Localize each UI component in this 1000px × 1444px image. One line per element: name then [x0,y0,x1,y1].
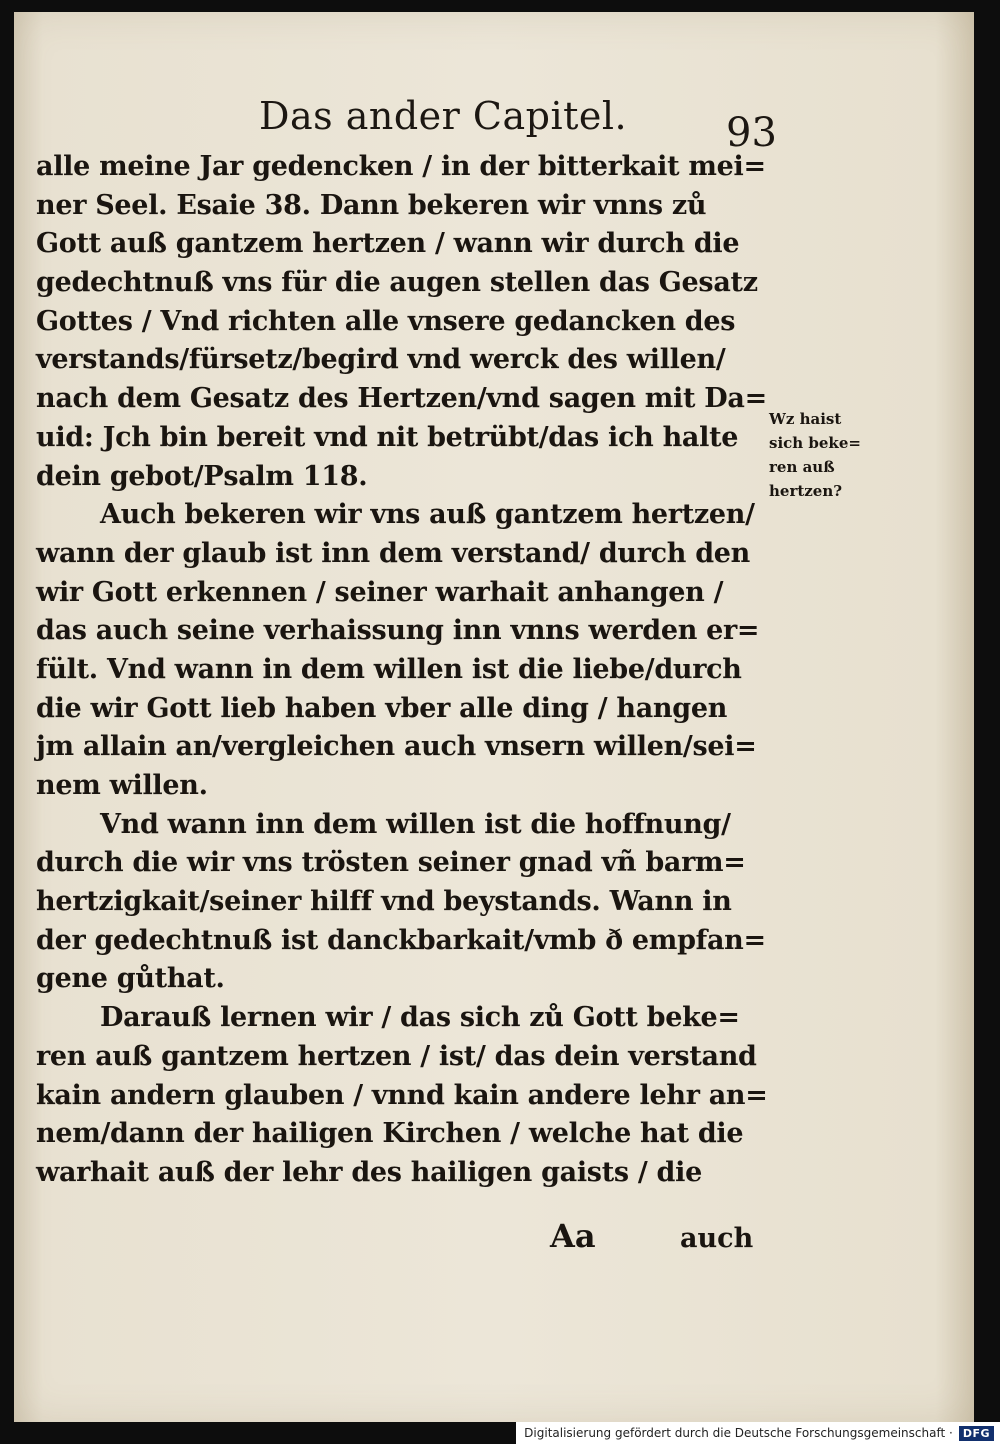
text-line: kain andern glauben / vnnd kain andere lehr an= [36,1079,768,1111]
text-line: ren auß gantzem hertzen / ist/ das dein verstand [36,1040,757,1072]
text-line: gedechtnuß vns für die augen stellen das Gesatz [36,267,758,299]
text-line: Gott auß gantzem hertzen / wann wir durch die [36,228,740,260]
text-line: wir Gott erkennen / seiner warhait anhangen / [36,576,724,608]
digitization-credit: Digitalisierung gefördert durch die Deutsche Forschungsgemeinschaft · [524,1426,953,1440]
marginal-note-line: sich beke= [769,434,861,452]
text-line: uid: Jch bin bereit vnd nit betrübt/das ich halte [36,421,739,453]
marginal-note-line: hertzen? [769,482,843,500]
text-line: warhait auß der lehr des hailigen gaists / die [36,1156,702,1188]
text-line: das auch seine verhaissung inn vnns werden er= [36,615,760,647]
digitization-credit-bar [516,1422,1000,1444]
running-head: Das ander Capitel. [259,94,628,138]
text-line: nem/dann der hailigen Kirchen / welche hat die [36,1118,744,1150]
text-line: verstands/fürsetz/begird vnd werck des willen/ [36,344,726,376]
marginal-note-line: ren auß [769,458,835,476]
page-footer-line [14,1217,974,1261]
marginal-note-line: Wz haist [769,410,842,428]
text-line: jm allain an/vergleichen auch vnsern willen/sei= [36,731,757,763]
text-line: Gottes / Vnd richten alle vnsere gedancken des [36,305,736,337]
text-line: wann der glaub ist inn dem verstand/ durch den [36,537,751,569]
dfg-logo: DFG [959,1426,994,1441]
text-line: fült. Vnd wann in dem willen ist die liebe/durch [36,653,742,685]
paragraph-start-line: Darauß lernen wir / das sich zů Gott beke= [100,1002,740,1034]
text-line: dein gebot/Psalm 118. [36,460,368,492]
page-number: 93 [726,110,777,156]
text-line: der gedechtnuß ist danckbarkait/vmb ð empfan= [36,924,766,956]
body-text [36,148,796,1193]
signature-mark: Aa [550,1217,596,1255]
text-line: hertzigkait/seiner hilff vnd beystands. Wann in [36,886,732,918]
text-line: nach dem Gesatz des Hertzen/vnd sagen mit Da= [36,383,767,415]
book-page [14,12,974,1422]
text-line: durch die wir vns trösten seiner gnad vñ barm= [36,847,746,879]
paragraph-start-line: Vnd wann inn dem willen ist die hoffnung/ [100,808,731,840]
text-line: ner Seel. Esaie 38. Dann bekeren wir vnns zů [36,189,707,221]
marginal-note [769,407,869,503]
text-line: gene gůthat. [36,963,225,995]
paragraph-start-line: Auch bekeren wir vns auß gantzem hertzen/ [100,499,755,531]
text-line: die wir Gott lieb haben vber alle ding / hangen [36,692,728,724]
text-line: nem willen. [36,770,208,801]
catchword: auch [680,1223,754,1254]
text-line: alle meine Jar gedencken / in der bitterkait mei= [36,151,766,182]
